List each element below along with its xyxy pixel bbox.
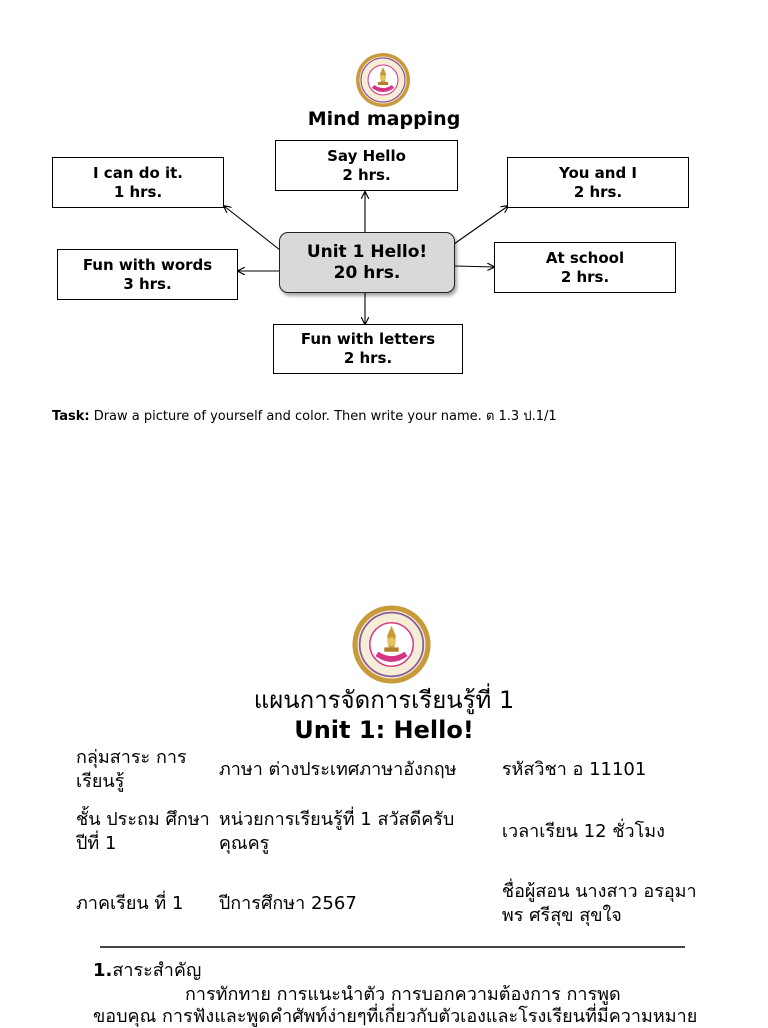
connector-i-can	[224, 206, 280, 250]
table-row	[72, 796, 704, 868]
section-heading	[93, 960, 201, 982]
paragraph-line: การทักทาย การแนะนำตัว การบอกความต้องการ การพูด	[185, 984, 621, 1005]
mind-map-title: Mind mapping	[307, 108, 461, 130]
node-hours: 2 hrs.	[342, 165, 391, 184]
table-row	[72, 744, 704, 796]
section-number: 1.	[93, 960, 113, 981]
table-cell: เวลาเรียน 12 ชั่วโมง	[501, 821, 665, 842]
connector-at-school	[455, 266, 494, 267]
node-say-hello	[275, 140, 458, 191]
lesson-plan-title: แผนการจัดการเรียนรู้ที่ 1	[253, 686, 515, 714]
school-emblem-icon	[355, 52, 411, 108]
lesson-info-table	[72, 744, 704, 940]
table-cell: ภาษา ต่างประเทศภาษาอังกฤษ	[218, 759, 457, 780]
table-cell: ปีการศึกษา 2567	[218, 893, 357, 914]
task-label: Task:	[52, 409, 90, 424]
section-title: สาระสำคัญ	[112, 960, 202, 981]
node-label: You and I	[558, 163, 638, 182]
node-label: Fun with words	[82, 255, 213, 274]
table-cell: หน่วยการเรียนรู้ที่ 1 สวัสดีครับคุณครู	[218, 809, 455, 854]
node-hours: 1 hrs.	[113, 182, 163, 201]
table-cell: ชื่อผู้สอน นางสาว อรอุมาพร ศรีสุข สุขใจ	[501, 881, 697, 926]
task-instruction	[52, 405, 557, 426]
node-label: I can do it.	[93, 163, 183, 182]
node-fun-with-letters	[273, 324, 463, 374]
node-hours: 2 hrs.	[573, 182, 623, 201]
table-cell: ภาคเรียน ที่ 1	[76, 893, 184, 914]
node-label: At school	[545, 248, 625, 267]
school-emblem-icon	[351, 604, 432, 685]
node-unit-center	[279, 232, 455, 293]
table-row	[72, 868, 704, 940]
connector-you-and-i	[454, 206, 508, 244]
node-i-can-do-it	[52, 157, 224, 208]
task-code: ต 1.3 ป.1/1	[485, 409, 557, 424]
section-divider	[100, 946, 685, 948]
lesson-plan-unit: Unit 1: Hello!	[294, 716, 474, 744]
node-hours: 2 hrs.	[560, 267, 610, 286]
node-label: Fun with letters	[300, 330, 436, 348]
node-hours: 2 hrs.	[343, 349, 393, 367]
center-hours: 20 hrs.	[333, 262, 401, 283]
table-cell: ชั้น ประถม ศึกษาปีที่ 1	[76, 809, 210, 854]
node-label: Say Hello	[327, 146, 406, 165]
table-cell: กลุ่มสาระ การเรียนรู้	[76, 747, 187, 792]
table-cell: รหัสวิชา อ 11101	[501, 759, 647, 780]
center-label: Unit 1 Hello!	[306, 241, 428, 262]
paragraph-line: ขอบคุณ การฟังและพูดคำศัพท์ง่ายๆที่เกี่ยวกับตัวเองและโรงเรียนที่มีความหมาย	[93, 1006, 698, 1027]
node-you-and-i	[507, 157, 689, 208]
node-hours: 3 hrs.	[123, 274, 172, 293]
node-at-school	[494, 242, 676, 293]
task-text: Draw a picture of yourself and color. Then write your name.	[93, 409, 486, 424]
node-fun-with-words	[57, 249, 238, 300]
